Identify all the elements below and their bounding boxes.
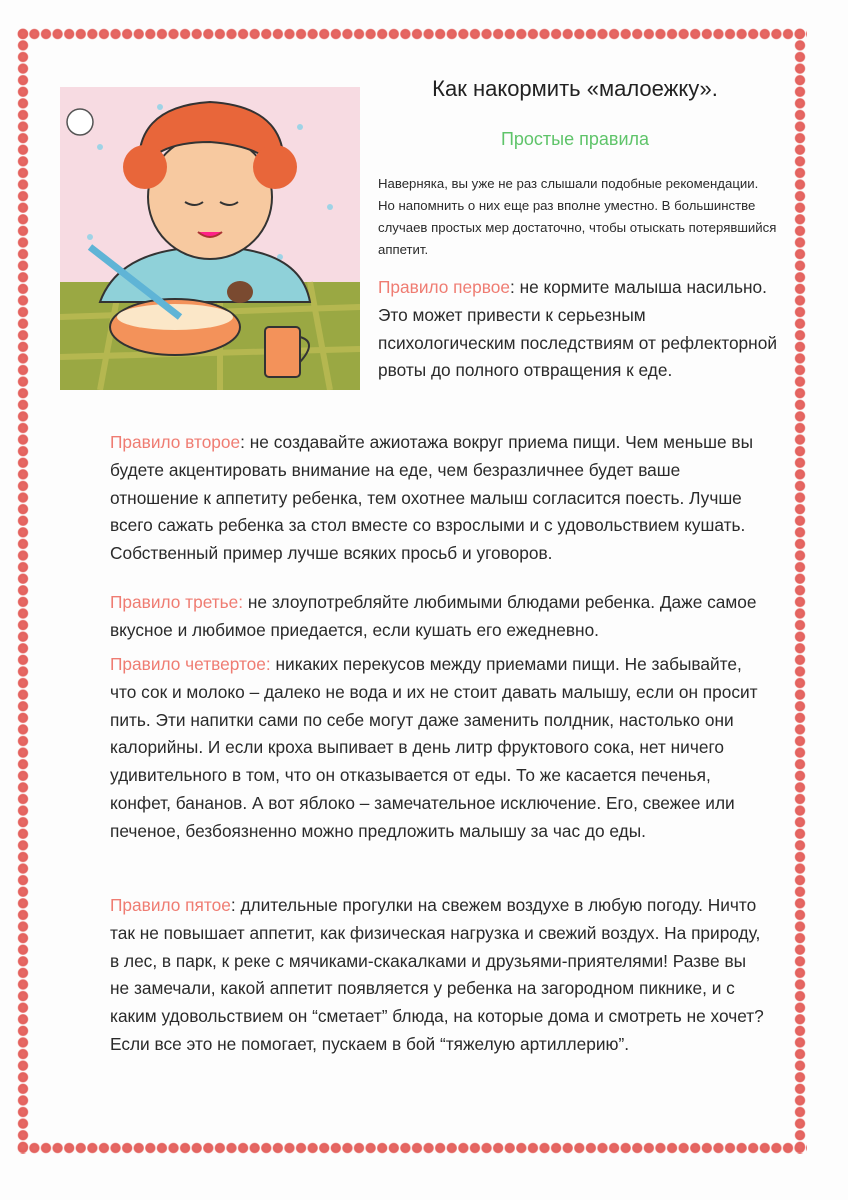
rule-label: Правило третье: [110, 592, 244, 612]
border-right [794, 28, 806, 1154]
child-eating-illustration [60, 87, 360, 390]
border-bottom [17, 1142, 807, 1154]
rule-text: не злоупотребляйте любимыми блюдами ребенка. Даже самое вкусное и любимое приедается, если кушать его ежедневно. [110, 592, 757, 640]
border-top [17, 28, 807, 40]
rule-2: Правило второе: не создавайте ажиотажа вокруг приема пищи. Чем меньше вы будете акцентировать внимание на еде, чем безразличнее будет ваше отношение к аппетиту ребенка, тем охотнее малыш согласится поесть. Лучше всего сажать ребенка за стол вместе со взрослыми и с удовольствием кушать. Собственный пример лучше всяких просьб и уговоров. [110, 432, 754, 564]
rule-label: Правило четвертое: [110, 654, 271, 674]
rule-label: Правило первое [378, 277, 510, 297]
border-left [17, 28, 29, 1154]
rule-5: Правило пятое: длительные прогулки на свежем воздухе в любую погоду. Ничто так не повышает аппетит, как физическая нагрузка и свежий воздух. На природу, в лес, в парк, к реке с мячиками-скакалками и друзьями-приятелями! Разве вы не замечали, какой аппетит появляется у ребенка на загородном пикнике, и с каким удовольствием он “сметает” блюда, на которые дома и смотреть не хочет? Если все это не помогает, пускаем в бой “тяжелую артиллерию”. [110, 895, 764, 1054]
rule-4 [110, 651, 770, 846]
rule-text: не создавайте ажиотажа вокруг приема пищи. Чем меньше вы будете акцентировать внимание на еде, чем безразличнее будет ваше отношение к аппетиту ребенка, тем охотнее малыш согласится поесть. Лучше всего сажать ребенка за стол вместе со взрослыми и с удовольствием кушать. Собственный пример лучше всяких просьб и уговоров. [110, 432, 754, 564]
rule-label: Правило пятое [110, 895, 231, 915]
page-title: Как накормить «малоежку». [432, 76, 718, 101]
rule-label: Правило второе [110, 432, 241, 452]
rule-text: никаких перекусов между приемами пищи. Не забывайте, что сок и молоко – далеко не вода и их не стоит давать малышу, если он просит пить. Эти напитки сами по себе могут даже заменить полдник, настолько они калорийны. И если кроха выпивает в день литр фруктового сока, нет ничего удивительного в том, что он отказывается от еды. То же касается печенья, конфет, бананов. А вот яблоко – замечательное исключение. Его, свежее или печеное, безбоязненно можно предложить малышу за час до еды. [110, 654, 758, 841]
subtitle: Простые правила [500, 129, 650, 149]
rule-text: не кормите малыша насильно. Это может привести к серьезным психологическим последствиям от рефлекторной рвоты до полного отвращения к еде. [378, 277, 777, 381]
rule-text: длительные прогулки на свежем воздухе в любую погоду. Ничто так не повышает аппетит, как физическая нагрузка и свежий воздух. На природу, в лес, в парк, к реке с мячиками-скакалками и друзьями-приятелями! Разве вы не замечали, какой аппетит появляется у ребенка на загородном пикнике, и с каким удовольствием он “сметает” блюда, на которые дома и смотреть не хочет? Если все это не помогает, пускаем в бой “тяжелую артиллерию”. [110, 895, 764, 1054]
rule-1: Правило первое: не кормите малыша насильно. Это может привести к серьезным психологическим последствиям от рефлекторной рвоты до полного отвращения к еде. [378, 277, 777, 381]
intro-paragraph: Наверняка, вы уже не раз слышали подобные рекомендации. Но напомнить о них еще раз вполне уместно. В большинстве случаев простых мер достаточно, чтобы отыскать потерявшийся аппетит. [378, 176, 777, 257]
rule-3 [110, 589, 770, 645]
